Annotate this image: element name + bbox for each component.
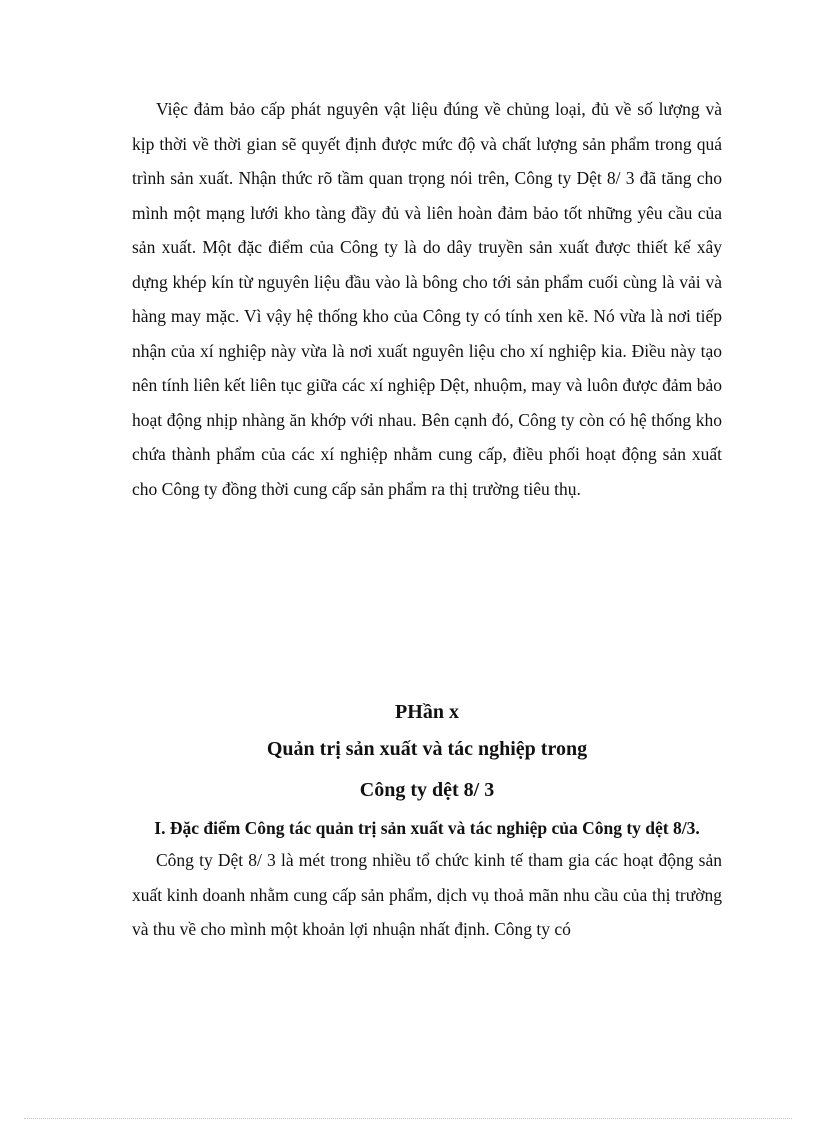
part-title: PHần x [395,701,459,723]
body-paragraph-warehouse: Việc đảm bảo cấp phát nguyên vật liệu đúng về chủng loại, đủ về số lượng và kịp thời về thời gian sẽ quyết định được mức độ và chất lượng sản phẩm trong quá trình sản xuất. Nhận thức rõ tầm quan trọng nói trên, Công ty Dệt 8/ 3 đã tăng cho mình một mạng lưới kho tàng đầy đủ và liên hoàn đảm bảo tốt những yêu cầu của sản xuất. Một đặc điểm của Công ty là do dây truyền sản xuất được thiết kế xây dựng khép kín từ nguyên liệu đầu vào là bông cho tới sản phẩm cuối cùng là vải và hàng may mặc. Vì vậy hệ thống kho của Công ty có tính xen kẽ. Nó vừa là nơi tiếp nhận của xí nghiệp này vừa là nơi xuất nguyên liệu cho xí nghiệp kia. Điều này tạo nên tính liên kết liên tục giữa các xí nghiệp Dệt, nhuộm, may và luôn được đảm bảo hoạt động nhịp nhàng ăn khớp với nhau. Bên cạnh đó, Công ty còn có hệ thống kho chứa thành phẩm của các xí nghiệp nhằm cung cấp, điều phối hoạt động sản xuất cho Công ty đồng thời cung cấp sản phẩm ra thị trường tiêu thụ. [132,99,722,499]
section-heading: I. Đặc điểm Công tác quản trị sản xuất và tác nghiệp của Công ty dệt 8/3. [154,818,700,838]
chapter-title-line-1: Quản trị sản xuất và tác nghiệp trong [266,738,588,760]
body-paragraph-company: Công ty Dệt 8/ 3 là mét trong nhiều tổ chức kinh tế tham gia các hoạt động sản xuất kinh doanh nhằm cung cấp sản phẩm, dịch vụ thoả mãn nhu cầu của thị trường và thu về cho mình một khoản lợi nhuận nhất định. Công ty có [132,850,722,939]
chapter-title-line-2: Công ty dệt 8/ 3 [359,779,495,801]
page-bottom-divider [24,1118,792,1119]
